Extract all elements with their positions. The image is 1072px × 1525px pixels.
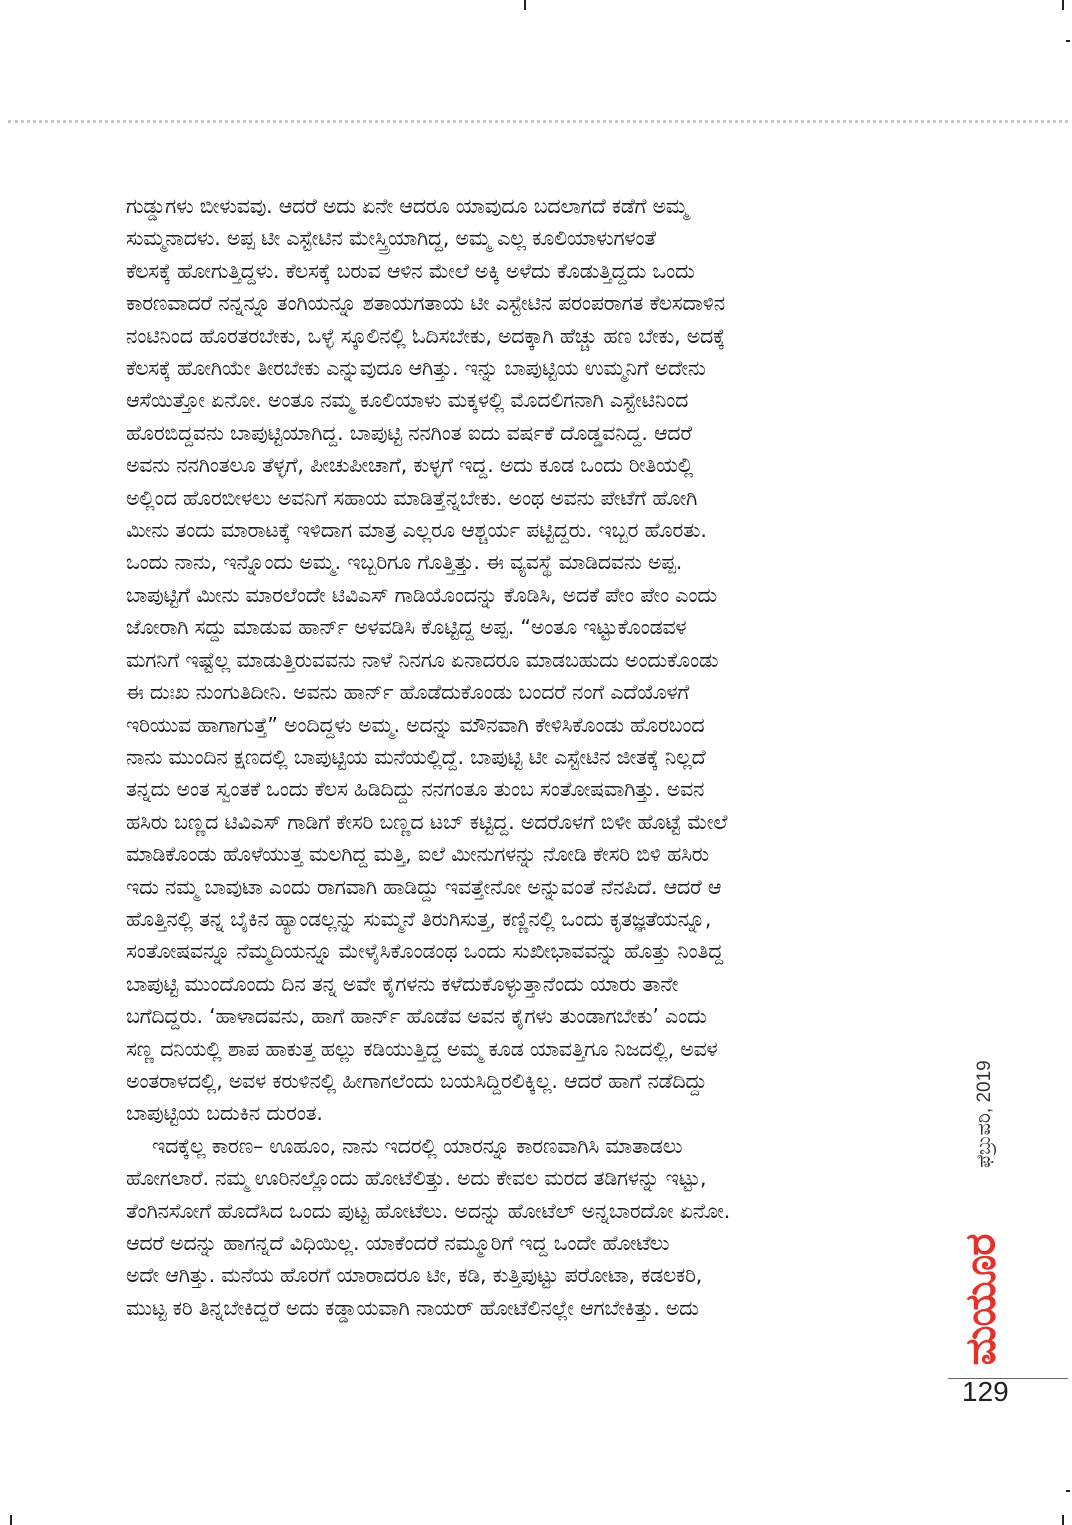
- article-line: ಆಸೆಯಿತ್ತೋ ಏನೋ. ಅಂತೂ ನಮ್ಮ ಕೂಲಿಯಾಳು ಮಕ್ಕಳಲ್ಲಿ ಮೊದಲಿಗನಾಗಿ ಎಸ್ಟೇಟಿನಿಂದ: [126, 388, 689, 413]
- article-line: ಇದು ನಮ್ಮ ಬಾವುಟಾ ಎಂದು ರಾಗವಾಗಿ ಹಾಡಿದ್ದು ಇವತ್ತೇನೋ ಅನ್ನುವಂತೆ ನೆನಪಿದೆ. ಆದರೆ ಆ: [126, 874, 722, 899]
- article-line: ಅದೇ ಆಗಿತ್ತು. ಮನೆಯ ಹೊರಗೆ ಯಾರಾದರೂ ಟೀ, ಕಡಿ, ಕುತ್ತಿಪುಟ್ಟು ಪರೋಟಾ, ಕಡಲಕರಿ,: [126, 1263, 703, 1288]
- article-body: [126, 190, 926, 1324]
- article-line: ಕೆಲಸಕ್ಕೆ ಹೋಗಿಯೇ ತೀರಬೇಕು ಎನ್ನುವುದೂ ಆಗಿತ್ತು. ಇನ್ನು ಬಾಪುಟ್ಟಿಯ ಉಮ್ಮನಿಗೆ ಅದೇನು: [126, 356, 706, 381]
- article-line: ನಂಟಿನಿಂದ ಹೊರತರಬೇಕು, ಒಳ್ಳೆ ಸ್ಕೂಲಿನಲ್ಲಿ ಓದಿಸಬೇಕು, ಅದಕ್ಕಾಗಿ ಹೆಚ್ಚು ಹಣ ಬೇಕು, ಅದಕ್ಕೆ: [126, 323, 725, 348]
- article-line: ಗುಡ್ಡುಗಳು ಬೀಳುವವು. ಆದರೆ ಅದು ಏನೇ ಆದರೂ ಯಾವುದೂ ಬದಲಾಗದೆ ಕಡೆಗೆ ಅಮ್ಮ: [126, 194, 688, 218]
- article-line: ಹೊರಬಿದ್ದವನು ಬಾಪುಟ್ಟಿಯಾಗಿದ್ದ. ಬಾಪುಟ್ಟಿ ನನಗಿಂತ ಐದು ವರ್ಷಕೆ ದೊಡ್ಡವನಿದ್ದ. ಆದರೆ: [126, 420, 692, 445]
- issue-date: ಫೆಬ್ರುವರಿ, 2019: [974, 1060, 995, 1168]
- header-dotted-rule: [8, 120, 1068, 123]
- article-line: ಮೀನು ತಂದು ಮಾರಾಟಕ್ಕೆ ಇಳಿದಾಗ ಮಾತ್ರ ಎಲ್ಲರೂ ಆಶ್ಚರ್ಯ ಪಟ್ಟಿದ್ದರು. ಇಬ್ಬರ ಹೊರತು.: [126, 518, 707, 543]
- article-line: ಅಲ್ಲಿಂದ ಹೊರಬೀಳಲು ಅವನಿಗೆ ಸಹಾಯ ಮಾಡಿತ್ತೆನ್ನಬೇಕು. ಅಂಥ ಅವನು ಪೇಟೆಗೆ ಹೋಗಿ: [126, 485, 698, 510]
- page-number: 129: [962, 1376, 1009, 1407]
- article-line: ಬಾಪುಟ್ಟಿಯ ಬದುಕಿನ ದುರಂತ.: [126, 1101, 323, 1126]
- crop-mark-right-edge: [1066, 40, 1070, 42]
- magazine-masthead: [950, 1225, 1010, 1375]
- article-line: ಮುಟ್ಟ ಕರಿ ತಿನ್ನಬೇಕಿದ್ದರೆ ಅದು ಕಡ್ಡಾಯವಾಗಿ ನಾಯರ್ ಹೋಟೆಲಿನಲ್ಲೇ ಆಗಬೇಕಿತ್ತು. ಅದು: [126, 1295, 699, 1320]
- article-line: ಇದಕ್ಕೆಲ್ಲ ಕಾರಣ– ಊಹೂಂ, ನಾನು ಇದರಲ್ಲಿ ಯಾರನ್ನೂ ಕಾರಣವಾಗಿಸಿ ಮಾತಾಡಲು: [152, 1133, 683, 1158]
- article-line: ಹೋಗಲಾರೆ. ನಮ್ಮ ಊರಿನಲ್ಲೊಂದು ಹೋಟೆಲಿತ್ತು. ಅದು ಕೇವಲ ಮರದ ತಡಿಗಳನ್ನು ಇಟ್ಟು,: [126, 1166, 707, 1191]
- crop-mark-bottom-right: [1062, 1515, 1064, 1525]
- article-line: ಆದರೆ ಅದನ್ನು ಹಾಗನ್ನದೆ ವಿಧಿಯಿಲ್ಲ. ಯಾಕೆಂದರೆ ನಮ್ಮೂರಿಗೆ ಇದ್ದ ಒಂದೇ ಹೋಟೆಲು: [126, 1231, 670, 1255]
- article-line: ಹಸಿರು ಬಣ್ಣದ ಟಿವಿಎಸ್ ಗಾಡಿಗೆ ಕೇಸರಿ ಬಣ್ಣದ ಟಬ್ ಕಟ್ಟಿದ್ದ. ಅದರೊಳಗೆ ಬಿಳೀ ಹೊಟ್ಟೆ ಮೇಲೆ: [126, 809, 728, 834]
- article-line: ಇರಿಯುವ ಹಾಗಾಗುತ್ತೆ” ಅಂದಿದ್ದಳು ಅಮ್ಮ. ಅದನ್ನು ಮೌನವಾಗಿ ಕೇಳಿಸಿಕೊಂಡು ಹೊರಬಂದ: [126, 712, 705, 737]
- article-line: ನಾನು ಮುಂದಿನ ಕ್ಷಣದಲ್ಲಿ ಬಾಪುಟ್ಟಿಯ ಮನೆಯಲ್ಲಿದ್ದೆ. ಬಾಪುಟ್ಟಿ ಟೀ ಎಸ್ಟೇಟಿನ ಜೀತಕ್ಕೆ ನಿಲ್ಲದೆ: [126, 744, 706, 769]
- article-line: ಕೆಲಸಕ್ಕೆ ಹೋಗುತ್ತಿದ್ದಳು. ಕೆಲಸಕ್ಕೆ ಬರುವ ಆಳಿನ ಮೇಲೆ ಅಕ್ಕಿ ಅಳೆದು ಕೊಡುತ್ತಿದ್ದದು ಒಂದು: [126, 258, 695, 283]
- article-line: ಬಾಪುಟ್ಟಿಗೆ ಮೀನು ಮಾರಲೆಂದೇ ಟಿವಿಎಸ್ ಗಾಡಿಯೊಂದನ್ನು ಕೊಡಿಸಿ, ಅದಕೆ ಪೇಂ ಪೇಂ ಎಂದು: [126, 582, 717, 607]
- article-line: ತನ್ನದು ಅಂತ ಸ್ವಂತಕೆ ಒಂದು ಕೆಲಸ ಹಿಡಿದಿದ್ದು ನನಗಂತೂ ತುಂಬ ಸಂತೋಷವಾಗಿತ್ತು. ಅವನ: [126, 777, 705, 802]
- article-line: ಒಂದು ನಾನು, ಇನ್ನೊಂದು ಅಮ್ಮ. ಇಬ್ಬರಿಗೂ ಗೊತ್ತಿತ್ತು. ಈ ವ್ಯವಸ್ಥೆ ಮಾಡಿದವನು ಅಪ್ಪ.: [126, 550, 683, 575]
- article-line: ಅಂತರಾಳದಲ್ಲಿ, ಅವಳ ಕರುಳಿನಲ್ಲಿ ಹೀಗಾಗಲೆಂದು ಬಯಸಿದ್ದಿರಲಿಕ್ಕಿಲ್ಲ. ಆದರೆ ಹಾಗೆ ನಡೆದಿದ್ದು: [126, 1068, 707, 1093]
- article-line: ಸಂತೋಷವನ್ನೂ ನೆಮ್ಮದಿಯನ್ನೂ ಮೇಳೈಸಿಕೊಂಡಂಥ ಒಂದು ಸುಖೀಭಾವವನ್ನು ಹೊತ್ತು ನಿಂತಿದ್ದ: [126, 939, 724, 964]
- article-line: ಸಣ್ಣ ದನಿಯಲ್ಲಿ ಶಾಪ ಹಾಕುತ್ತ ಹಲ್ಲು ಕಡಿಯುತ್ತಿದ್ದ ಅಮ್ಮ ಕೂಡ ಯಾವತ್ತಿಗೂ ನಿಜದಲ್ಲಿ, ಅವಳ: [126, 1036, 718, 1061]
- article-line: ಈ ದುಃಖ ನುಂಗುತಿದೀನಿ. ಅವನು ಹಾರ್ನ್ ಹೊಡೆದುಕೊಂಡು ಬಂದರೆ ನಂಗೆ ಎದೆಯೊಳಗೆ: [126, 680, 690, 705]
- crop-mark-top-right: [1062, 0, 1064, 10]
- magazine-name: ಮಯೂರ: [955, 1234, 1005, 1366]
- article-line: ಅವನು ನನಗಿಂತಲೂ ತೆಳ್ಳಗೆ, ಪೀಚುಪೀಚಾಗೆ, ಕುಳ್ಳಗೆ ಇದ್ದ. ಅದು ಕೂಡ ಒಂದು ರೀತಿಯಲ್ಲಿ: [126, 453, 694, 478]
- article-line: ಮಾಡಿಕೊಂಡು ಹೊಳೆಯುತ್ತ ಮಲಗಿದ್ದ ಮತ್ತಿ, ಐಲೆ ಮೀನುಗಳನ್ನು ನೋಡಿ ಕೇಸರಿ ಬಿಳಿ ಹಸಿರು: [126, 842, 709, 867]
- crop-mark-bottom-right-edge: [1066, 1490, 1070, 1492]
- crop-mark-bottom-left: [10, 1515, 12, 1525]
- article-line: ಹೊತ್ತಿನಲ್ಲಿ ತನ್ನ ಬೈಕಿನ ಹ್ಯಾಂಡಲ್ಲನ್ನು ಸುಮ್ಮನೆ ತಿರುಗಿಸುತ್ತ, ಕಣ್ಣಿನಲ್ಲಿ ಒಂದು ಕೃತಜ್ಞತೆಯನ್ನೂ,: [126, 906, 712, 931]
- article-line: ಮಗನಿಗೆ ಇಷ್ಟೆಲ್ಲ ಮಾಡುತ್ತಿರುವವನು ನಾಳೆ ನಿನಗೂ ಏನಾದರೂ ಮಾಡಬಹುದು ಅಂದುಕೊಂಡು: [126, 647, 719, 672]
- article-line: ಜೋರಾಗಿ ಸದ್ದು ಮಾಡುವ ಹಾರ್ನ್ ಅಳವಡಿಸಿ ಕೊಟ್ಟಿದ್ದ ಅಪ್ಪ. “ಅಂತೂ ಇಟ್ಟುಕೊಂಡವಳ: [126, 615, 687, 640]
- article-line: ಬಾಪುಟ್ಟಿ ಮುಂದೊಂದು ದಿನ ತನ್ನ ಅವೇ ಕೈಗಳನು ಕಳೆದುಕೊಳ್ಳುತ್ತಾನೆಂದು ಯಾರು ತಾನೇ: [126, 971, 679, 996]
- crop-mark-top-left: [524, 0, 526, 10]
- article-line: ತೆಂಗಿನಸೋಗೆ ಹೊದೆಸಿದ ಒಂದು ಪುಟ್ಟ ಹೋಟೆಲು. ಅದನ್ನು ಹೋಟೆಲ್ ಅನ್ನಬಾರದೋ ಏನೋ.: [126, 1198, 731, 1223]
- article-line: ಸುಮ್ಮನಾದಳು. ಅಪ್ಪ ಟೀ ಎಸ್ಟೇಟಿನ ಮೇಸ್ತ್ರಿಯಾಗಿದ್ದ, ಅಮ್ಮ ಎಲ್ಲ ಕೂಲಿಯಾಳುಗಳಂತೆ: [126, 226, 656, 251]
- article-line: ಕಾರಣವಾದರೆ ನನ್ನನ್ನೂ ತಂಗಿಯನ್ನೂ ಶತಾಯಗತಾಯ ಟೀ ಎಸ್ಟೇಟಿನ ಪರಂಪರಾಗತ ಕೆಲಸದಾಳಿನ: [126, 291, 725, 316]
- article-line: ಬಗೆದಿದ್ದರು. ‘ಹಾಳಾದವನು, ಹಾಗೆ ಹಾರ್ನ್ ಹೊಡೆವ ಅವನ ಕೈಗಳು ತುಂಡಾಗಬೇಕು’ ಎಂದು: [126, 1004, 707, 1029]
